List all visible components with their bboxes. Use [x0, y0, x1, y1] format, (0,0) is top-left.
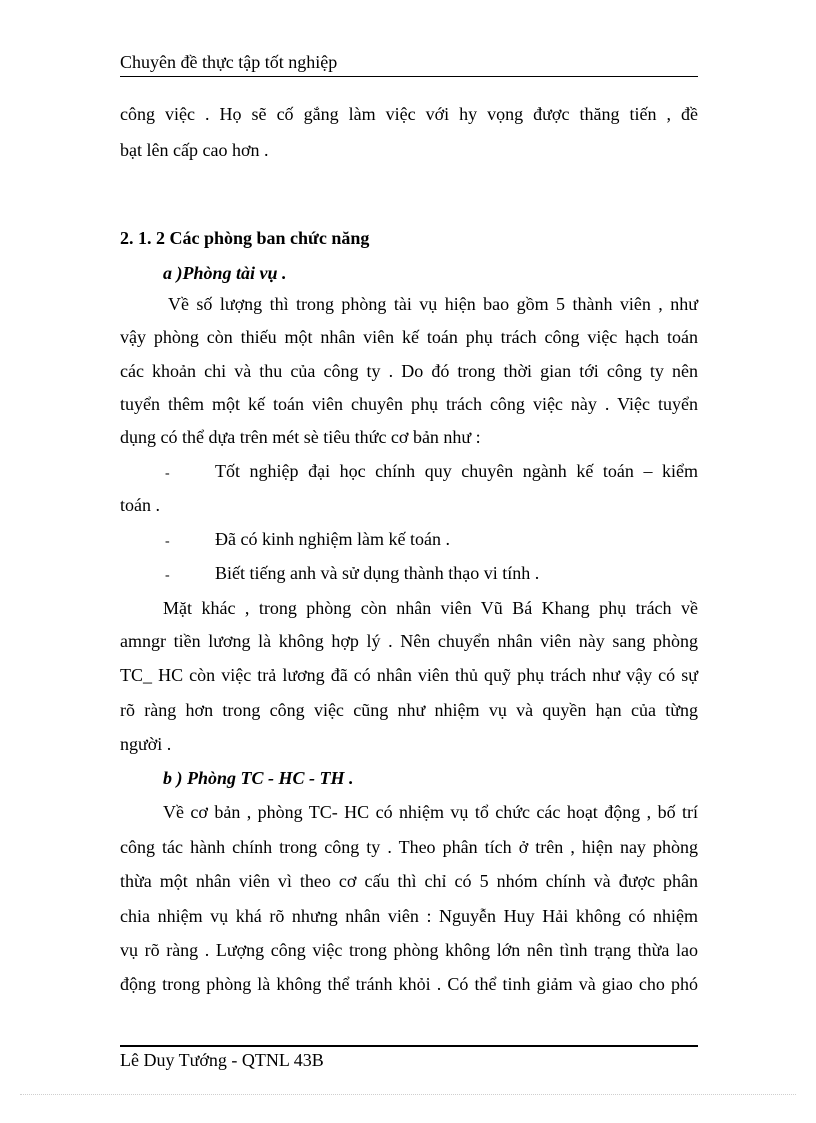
header-rule	[120, 76, 698, 77]
b-para1-line-6: động trong phòng là không thể tránh khỏi . Có thể tinh giảm và giao cho phó	[120, 974, 698, 994]
a-para1-line-1: Về số lượng thì trong phòng tài vụ hiện bao gồm 5 thành viên , như	[168, 294, 698, 314]
bullet-2: Đã có kinh nghiệm làm kế toán .	[215, 529, 450, 549]
bullet-marker: -	[165, 466, 170, 481]
a-para1-line-4: tuyển thêm một kế toán viên chuyên phụ trách công việc này . Việc tuyển	[120, 394, 698, 414]
page-footer-author: Lê Duy Tướng - QTNL 43B	[120, 1050, 324, 1070]
intro-line-2: bạt lên cấp cao hơn .	[120, 140, 269, 160]
a-para1-line-3: các khoản chi và thu của công ty . Do đó trong thời gian tới công ty nên	[120, 361, 698, 381]
b-para1-line-3: thừa một nhân viên vì theo cơ cấu thì chỉ có 5 nhóm chính và được phân	[120, 871, 698, 891]
b-para1-line-4: chia nhiệm vụ khá rõ nhưng nhân viên : Nguyễn Huy Hải không có nhiệm	[120, 906, 698, 926]
a-para1-line-2: vậy phòng còn thiếu một nhân viên kế toán phụ trách công việc hạch toán	[120, 327, 698, 347]
a-para2-line-4: rõ ràng hơn trong công việc cũng như nhiệm vụ và quyền hạn của từng	[120, 700, 698, 720]
footer-rule	[120, 1045, 698, 1047]
a-para1-line-5: dụng có thể dựa trên mét sè tiêu thức cơ bản như :	[120, 427, 481, 447]
a-para2-line-2: amngr tiền lương là không hợp lý . Nên chuyển nhân viên này sang phòng	[120, 631, 698, 651]
a-para2-line-3: TC_ HC còn việc trả lương đã có nhân viên thủ quỹ phụ trách như vậy có sự	[120, 665, 698, 685]
bullet-1-line-2: toán .	[120, 495, 160, 515]
subsection-b-heading: b ) Phòng TC - HC - TH .	[163, 768, 354, 788]
a-para2-line-1: Mặt khác , trong phòng còn nhân viên Vũ Bá Khang phụ trách về	[163, 598, 698, 618]
subsection-a-heading: a )Phòng tài vụ .	[163, 263, 287, 283]
b-para1-line-1: Về cơ bản , phòng TC- HC có nhiệm vụ tổ chức các hoạt động , bố trí	[163, 802, 698, 822]
page-header-title: Chuyên đề thực tập tốt nghiệp	[120, 52, 338, 72]
intro-line-1: công việc . Họ sẽ cố gắng làm việc với hy vọng được thăng tiến , đề	[120, 104, 698, 124]
b-para1-line-2: công tác hành chính trong công ty . Theo phân tích ở trên , hiện nay phòng	[120, 837, 698, 857]
bullet-1-line-1: Tốt nghiệp đại học chính quy chuyên ngành kế toán – kiểm	[215, 461, 698, 481]
section-heading: 2. 1. 2 Các phòng ban chức năng	[120, 228, 370, 248]
a-para2-line-5: người .	[120, 734, 172, 754]
bullet-marker: -	[165, 568, 170, 583]
bullet-marker: -	[165, 534, 170, 549]
page-bottom-border	[20, 1094, 796, 1095]
bullet-3: Biết tiếng anh và sử dụng thành thạo vi tính .	[215, 563, 540, 583]
b-para1-line-5: vụ rõ ràng . Lượng công việc trong phòng không lớn nên tình trạng thừa lao	[120, 940, 698, 960]
